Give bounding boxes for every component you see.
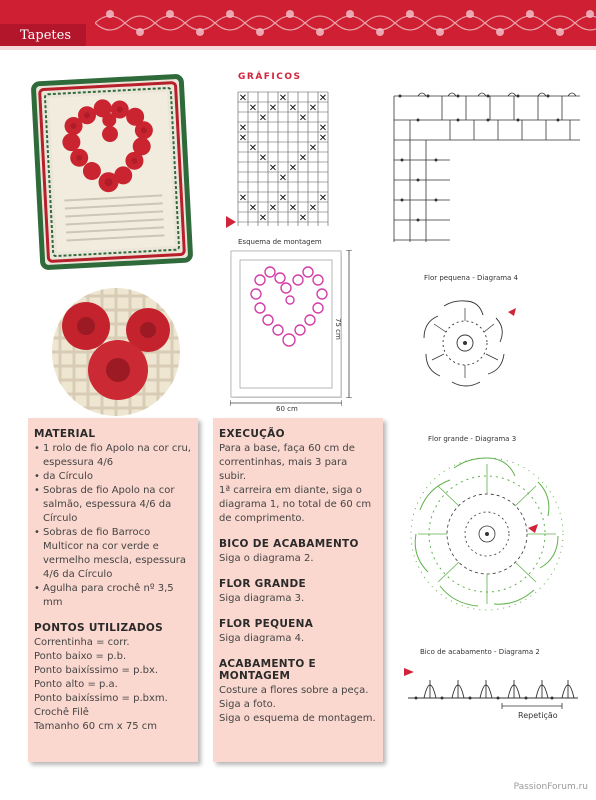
edging-arrow-icon [404, 668, 414, 676]
svg-text:✕: ✕ [288, 103, 298, 114]
stitch-line: Tamanho 60 cm x 75 cm [34, 721, 157, 732]
width-dimension: 60 cm [276, 405, 298, 413]
instructions-panel [213, 418, 383, 762]
svg-text:✕: ✕ [248, 103, 258, 114]
edging-title: BICO DE ACABAMENTO [219, 538, 359, 550]
stitch-line: Correntinha = corr. [34, 637, 130, 648]
finishing-title: ACABAMENTO E MONTAGEM [219, 658, 317, 682]
header-divider [0, 46, 596, 50]
svg-text:✕: ✕ [298, 213, 308, 224]
finishing-text: Siga o esquema de montagem. [219, 713, 376, 724]
section-label: Tapetes [0, 24, 86, 48]
small-flower-diagram [406, 284, 524, 402]
big-flower-arrow-icon [528, 524, 538, 533]
material-item: • 1 rolo de fio Apolo na cor cru, espessura 4/6 [34, 442, 192, 470]
big-flower-text: Siga diagrama 3. [219, 593, 305, 604]
small-flower-title: FLOR PEQUENA [219, 618, 314, 630]
svg-text:✕: ✕ [238, 93, 248, 104]
rug-photo [28, 72, 196, 272]
page-header [0, 0, 596, 50]
corner-diagram [388, 82, 584, 248]
material-item: • da Círculo [34, 470, 192, 484]
svg-text:✕: ✕ [238, 133, 248, 144]
detail-photo [50, 286, 182, 418]
svg-text:✕: ✕ [308, 103, 318, 114]
stitch-line: Ponto alto = p.a. [34, 679, 118, 690]
svg-text:✕: ✕ [288, 203, 298, 214]
svg-text:✕: ✕ [278, 173, 288, 184]
header-ornament [95, 4, 596, 42]
svg-text:✕: ✕ [238, 123, 248, 134]
stitches-title: PONTOS UTILIZADOS [34, 622, 163, 634]
svg-text:✕: ✕ [318, 93, 328, 104]
assembly-scheme [230, 250, 342, 398]
material-panel [28, 418, 198, 762]
material-title: MATERIAL [34, 428, 96, 440]
svg-text:✕: ✕ [258, 113, 268, 124]
material-item: • Agulha para crochê nº 3,5 mm [34, 582, 192, 610]
big-flower-diagram [398, 446, 576, 622]
svg-text:✕: ✕ [318, 193, 328, 204]
svg-text:✕: ✕ [298, 113, 308, 124]
svg-text:✕: ✕ [258, 153, 268, 164]
repeat-label: Repetição [518, 711, 558, 720]
svg-text:✕: ✕ [268, 163, 278, 174]
graphics-title: GRÁFICOS [238, 72, 302, 82]
svg-text:✕: ✕ [318, 123, 328, 134]
material-item: • Sobras de fio Apolo na cor salmão, espessura 4/6 da Círculo [34, 484, 192, 526]
edging-diagram [402, 658, 582, 712]
execution-text: Para a base, faça 60 cm de correntinhas, mais 3 para subir. [219, 443, 355, 482]
svg-text:✕: ✕ [308, 143, 318, 154]
watermark: PassionForum.ru [513, 782, 588, 792]
big-flower-caption: Flor grande - Diagrama 3 [428, 435, 517, 443]
execution-title: EXECUÇÃO [219, 428, 285, 440]
stitch-line: Crochê Filê [34, 707, 89, 718]
assembly-caption: Esquema de montagem [238, 238, 322, 246]
execution-text: 1ª carreira em diante, siga o diagrama 1, no total de 60 cm de comprimento. [219, 485, 372, 524]
svg-text:✕: ✕ [258, 213, 268, 224]
svg-text:✕: ✕ [248, 203, 258, 214]
material-item: • Sobras de fio Barroco Multicor na cor verde e vermelho mescla, espessura 4/6 da Círculo [34, 526, 192, 582]
height-dimension: 75 cm [334, 318, 342, 340]
start-arrow-icon [226, 216, 236, 228]
svg-text:✕: ✕ [278, 193, 288, 204]
big-flower-title: FLOR GRANDE [219, 578, 306, 590]
stitch-line: Ponto baixíssimo = p.bxm. [34, 693, 168, 704]
small-flower-caption: Flor pequena - Diagrama 4 [424, 274, 519, 282]
height-measure-line [346, 250, 352, 398]
svg-text:✕: ✕ [278, 93, 288, 104]
edging-text: Siga o diagrama 2. [219, 553, 314, 564]
svg-text:✕: ✕ [318, 133, 328, 144]
finishing-text: Siga a foto. [219, 699, 276, 710]
svg-text:✕: ✕ [238, 193, 248, 204]
svg-text:✕: ✕ [248, 143, 258, 154]
svg-text:✕: ✕ [298, 153, 308, 164]
svg-text:✕: ✕ [268, 203, 278, 214]
finishing-text: Costure a flores sobre a peça. [219, 685, 369, 696]
edging-caption: Bico de acabamento - Diagrama 2 [420, 648, 540, 656]
stitch-line: Ponto baixo = p.b. [34, 651, 127, 662]
small-flower-arrow-icon [508, 308, 516, 316]
stitch-line: Ponto baixíssimo = p.bx. [34, 665, 159, 676]
material-list [34, 442, 192, 610]
filet-chart [224, 88, 342, 230]
svg-text:✕: ✕ [288, 163, 298, 174]
svg-text:✕: ✕ [308, 203, 318, 214]
svg-text:✕: ✕ [268, 103, 278, 114]
small-flower-text: Siga diagrama 4. [219, 633, 305, 644]
